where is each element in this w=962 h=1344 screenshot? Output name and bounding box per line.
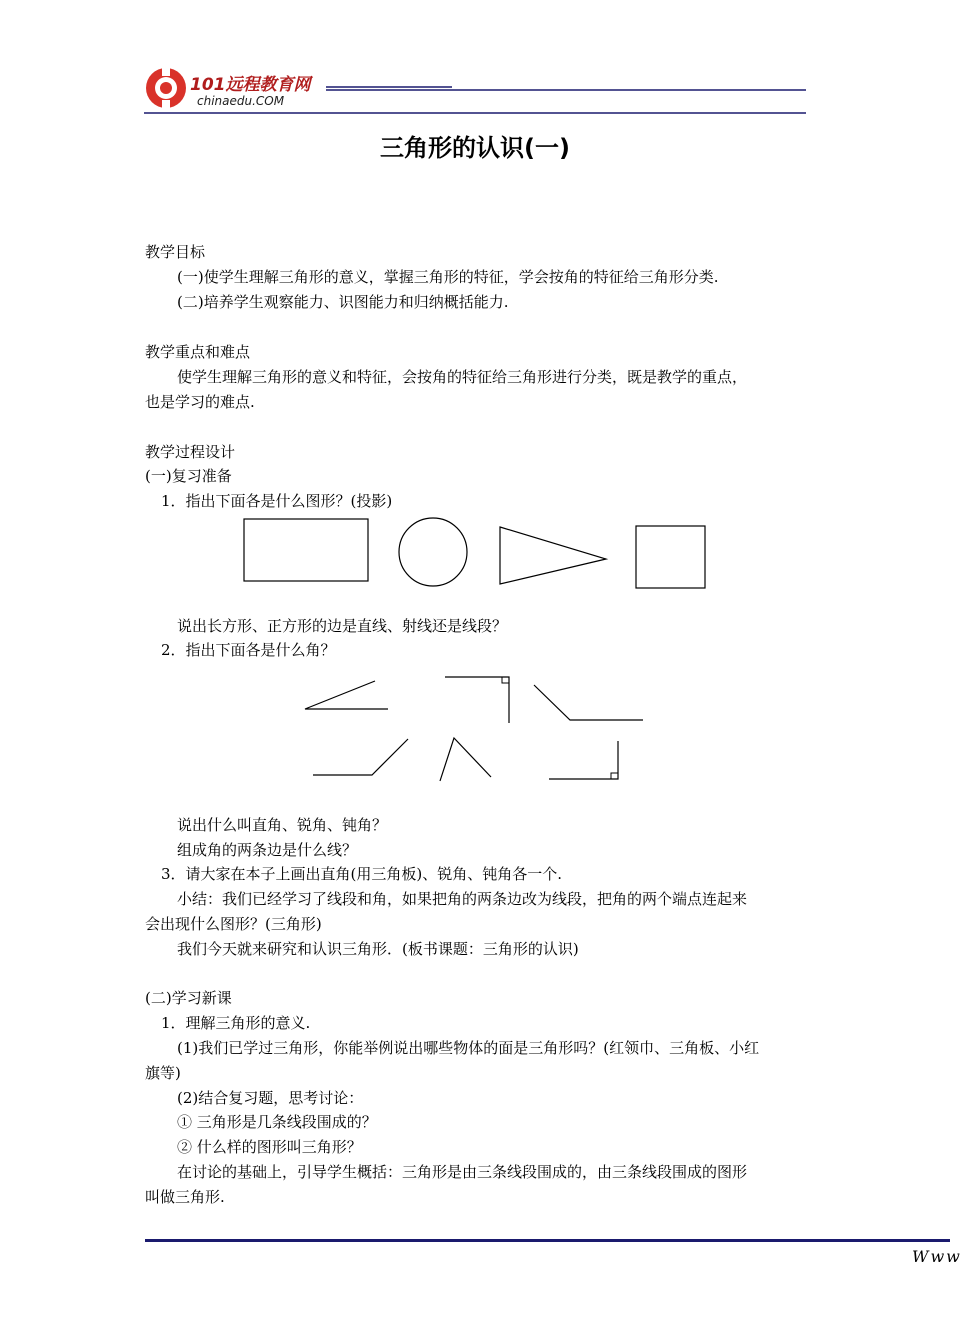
angles-figure bbox=[295, 670, 655, 790]
paragraph-line: 说出什么叫直角、锐角、钝角？ bbox=[177, 816, 388, 834]
paragraph-line: 旗等) bbox=[145, 1064, 181, 1082]
circle-shape bbox=[399, 518, 467, 586]
right-angle-shape bbox=[445, 677, 509, 723]
paragraph-line: 也是学习的难点. bbox=[145, 393, 255, 411]
right-angle-marker bbox=[611, 773, 618, 779]
subsection-heading: (一)复习准备 bbox=[145, 467, 232, 485]
page-title: 三角形的认识(一) bbox=[380, 134, 570, 162]
paragraph-line: 叫做三角形. bbox=[145, 1188, 225, 1206]
paragraph-line: 组成角的两条边是什么线？ bbox=[177, 841, 358, 859]
acute-angle-shape bbox=[440, 738, 491, 781]
numbered-item: 3．请大家在本子上画出直角(用三角板)、锐角、钝角各一个. bbox=[161, 865, 563, 883]
section-heading: 教学重点和难点 bbox=[145, 343, 251, 361]
numbered-item: 1．指出下面各是什么图形？(投影) bbox=[161, 492, 393, 510]
right-angle-shape bbox=[549, 741, 618, 779]
section-heading: 教学目标 bbox=[145, 243, 206, 261]
paragraph-line: 会出现什么图形？(三角形) bbox=[145, 915, 322, 933]
paragraph-line: (一)使学生理解三角形的意义，掌握三角形的特征，学会按角的特征给三角形分类. bbox=[177, 268, 719, 286]
logo-text: 101远程教育网 bbox=[190, 75, 311, 95]
obtuse-angle-shape bbox=[534, 685, 643, 720]
subsection-heading: (二)学习新课 bbox=[145, 989, 232, 1007]
list-item: ② 什么样的图形叫三角形？ bbox=[177, 1138, 362, 1156]
paragraph-line: 我们今天就来研究和认识三角形．(板书课题：三角形的认识) bbox=[177, 940, 579, 958]
rectangle-shape bbox=[244, 519, 368, 581]
footer-url: Www bbox=[912, 1247, 962, 1266]
paragraph-line: (1)我们已学过三角形，你能举例说出哪些物体的面是三角形吗？(红领巾、三角板、小红 bbox=[177, 1039, 760, 1057]
square-shape bbox=[636, 526, 705, 588]
triangle-shape bbox=[500, 527, 606, 584]
numbered-item: 1．理解三角形的意义. bbox=[161, 1014, 311, 1032]
paragraph-line: (2)结合复习题，思考讨论： bbox=[177, 1089, 364, 1107]
paragraph-line: 说出长方形、正方形的边是直线、射线还是线段？ bbox=[177, 617, 508, 635]
shapes-figure bbox=[238, 512, 714, 594]
section-heading: 教学过程设计 bbox=[145, 443, 236, 461]
paragraph-line: 小结：我们已经学习了线段和角，如果把角的两条边改为线段，把角的两个端点连起来 bbox=[177, 890, 748, 908]
logo-domain: chinaedu.COM bbox=[197, 94, 285, 108]
logo-icon bbox=[146, 66, 186, 110]
paragraph-line: 在讨论的基础上，引导学生概括：三角形是由三条线段围成的，由三条线段围成的图形 bbox=[177, 1163, 748, 1181]
paragraph-line: 使学生理解三角形的意义和特征，会按角的特征给三角形进行分类，既是教学的重点， bbox=[177, 368, 748, 386]
obtuse-angle-shape bbox=[313, 739, 408, 775]
acute-angle-shape bbox=[305, 681, 388, 709]
numbered-item: 2．指出下面各是什么角？ bbox=[161, 641, 336, 659]
footer-rule bbox=[145, 1239, 950, 1242]
list-item: ① 三角形是几条线段围成的？ bbox=[177, 1113, 377, 1131]
right-angle-marker bbox=[502, 677, 509, 683]
paragraph-line: (二)培养学生观察能力、识图能力和归纳概括能力. bbox=[177, 293, 509, 311]
